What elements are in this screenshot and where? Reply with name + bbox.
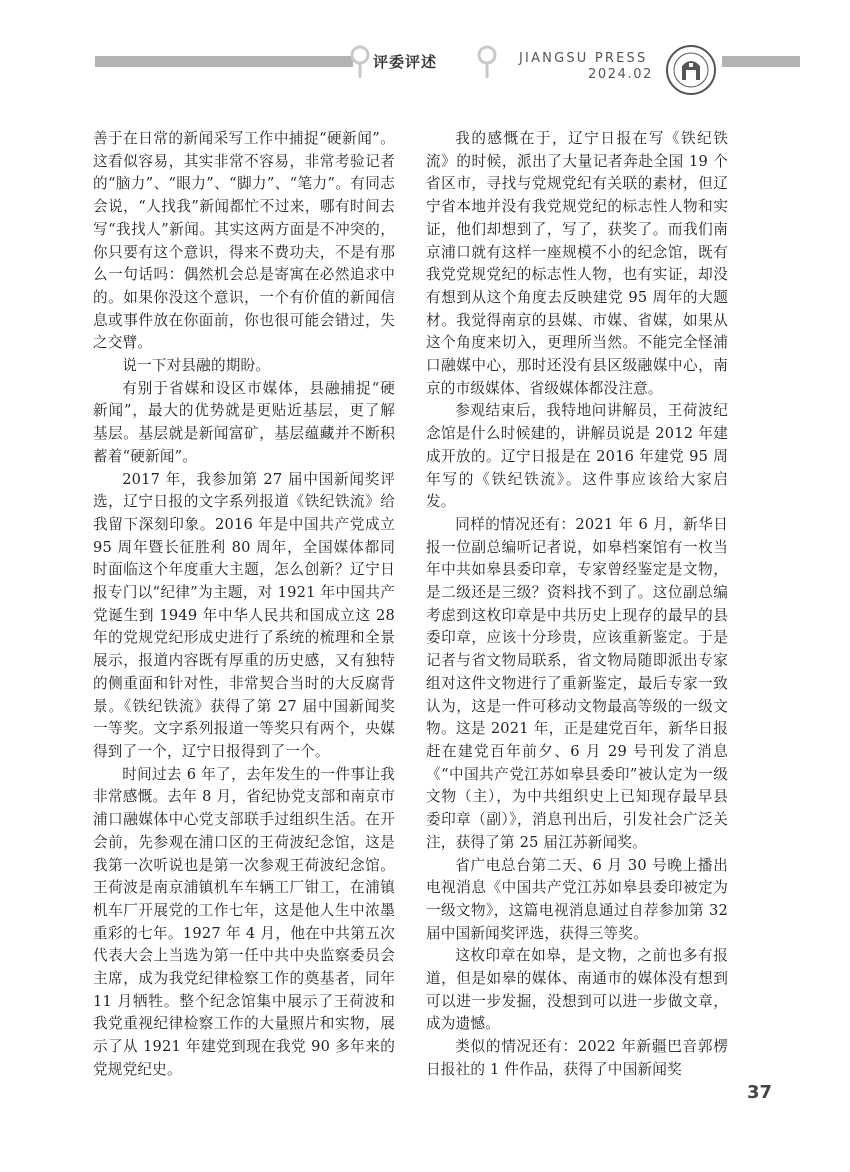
pin-icon: [477, 45, 497, 79]
pin-icon: [350, 45, 370, 79]
paragraph: 省广电总台第二天、6 月 30 号晚上播出电视消息《中国共产党江苏如皋县委印被定为一级文物》，这篇电视消息通过自荐参加第 32 届中国新闻奖评选，获得三等奖。: [426, 856, 728, 942]
seal-logo: [665, 44, 717, 96]
paragraph: 类似的情况还有：2022 年新疆巴音郭楞日报社的 1 件作品，获得了中国新闻奖: [426, 1038, 728, 1078]
paragraph: 我的感慨在于，辽宁日报在写《铁纪铁流》的时候，派出了大量记者奔赴全国 19 个省区市，寻找与党规党纪有关联的素材，但辽宁省本地并没有我党规党纪的标志性人物和实证，他们却想到了，写了，获奖了。而我们南京浦口就有这样一座规模不小的纪念馆，既有我党党规党纪的标志性人物，也有实证，却没有想到从这个角度去反映建党 95 周年的大题材。我觉得南京的县媒、市媒、省媒，如果从这个角度来切入，更理所当然。不能完全怪浦口融媒中心，那时还没有县区级融媒中心，南京的市级媒体、省级媒体都没注意。: [426, 130, 728, 397]
paragraph: 参观结束后，我特地问讲解员，王荷波纪念馆是什么时候建的，讲解员说是 2012 年建成开放的。辽宁日报是在 2016 年建党 95 周年写的《铁纪铁流》。这件事应该给大家启发。: [426, 402, 728, 511]
journal-masthead: [519, 51, 659, 83]
journal-name: JIANGSU PRESS: [519, 51, 648, 66]
paragraph: 这枚印章在如皋，是文物，之前也多有报道，但是如皋的媒体、南通市的媒体没有想到可以进一步发掘，没想到可以进一步做文章，成为遗憾。: [426, 947, 728, 1033]
paragraph: 时间过去 6 年了，去年发生的一件事让我非常感慨。去年 8 月，省纪协党支部和南京市浦口融媒体中心党支部联手过组织生活。在开会前，先参观在浦口区的王荷波纪念馆，这是我第一次听说也是第一次参观王荷波纪念馆。王荷波是南京浦镇机车车辆工厂钳工，在浦镇机车厂开展党的工作七年，这是他人生中浓墨重彩的七年。1927 年 4 月，他在中共第五次代表大会上当选为第一任中共中央监察委员会主席，成为我党纪律检察工作的奠基者，同年 11 月牺牲。整个纪念馆集中展示了王荷波和我党重视纪律检察工作的大量照片和实物，展示了从 1921 年建党到现在我党 90 多年来的党规党纪史。: [93, 765, 395, 1078]
section-title: 评委评述: [373, 53, 438, 71]
header-bar-left: [95, 56, 353, 67]
paragraph: 善于在日常的新闻采写工作中捕捉“硬新闻”。这看似容易，其实非常不容易，非常考验记者的“脑力”、“眼力”、“脚力”、“笔力”。有同志会说，“人找我”新闻都忙不过来，哪有时间去写“我找人”新闻。其实这两方面是不冲突的，你只要有这个意识，得来不费功夫，不是有那么一句话吗：偶然机会总是寄寓在必然追求中的。如果你没这个意识，一个有价值的新闻信息或事件放在你面前，你也很可能会错过，失之交臂。: [93, 130, 395, 352]
page-header: [0, 0, 850, 120]
paragraph: 说一下对县融的期盼。: [122, 357, 271, 375]
issue-date: 2024.02: [588, 67, 653, 82]
left-column: [93, 128, 395, 1082]
header-bar-right: [722, 56, 800, 67]
paragraph: 有别于省媒和设区市媒体，县融捕捉“硬新闻”，最大的优势就是更贴近基层，更了解基层。基层就是新闻富矿，基层蕴藏并不断积蓄着“硬新闻”。: [93, 379, 395, 465]
paragraph: 2017 年，我参加第 27 届中国新闻奖评选，辽宁日报的文字系列报道《铁纪铁流》给我留下深刻印象。2016 年是中国共产党成立 95 周年暨长征胜利 80 周年，全国媒体都同时面临这个年度重大主题，怎么创新？辽宁日报专门以“纪律”为主题，对 1921 年中国共产党诞生到 1949 年中华人民共和国成立这 28 年的党规党纪形成史进行了系统的梳理和全景展示，报道内容既有厚重的历史感，又有独特的侧重面和针对性，非常契合当时的大反腐背景。《铁纪铁流》获得了第 27 届中国新闻奖一等奖。文字系列报道一等奖只有两个，央媒得到了一个，辽宁日报得到了一个。: [93, 470, 395, 760]
right-column: [426, 128, 728, 1082]
page-number: 37: [747, 1082, 773, 1103]
paragraph: 同样的情况还有：2021 年 6 月，新华日报一位副总编听记者说，如皋档案馆有一枚当年中共如皋县委印章，专家曾经鉴定是文物，是二级还是三级？资料找不到了。这位副总编考虑到这枚印章是中共历史上现存的最早的县委印章，应该十分珍贵，应该重新鉴定。于是记者与省文物局联系，省文物局随即派出专家组对这件文物进行了重新鉴定，最后专家一致认为，这是一件可移动文物最高等级的一级文物。这是 2021 年，正是建党百年，新华日报赶在建党百年前夕、6 月 29 号刊发了消息《“中国共产党江苏如皋县委印”被认定为一级文物（主），为中共组织史上已知现存最早县委印章（副）》，消息刊出后，引发社会广泛关注，获得了第 25 届江苏新闻奖。: [426, 515, 728, 851]
